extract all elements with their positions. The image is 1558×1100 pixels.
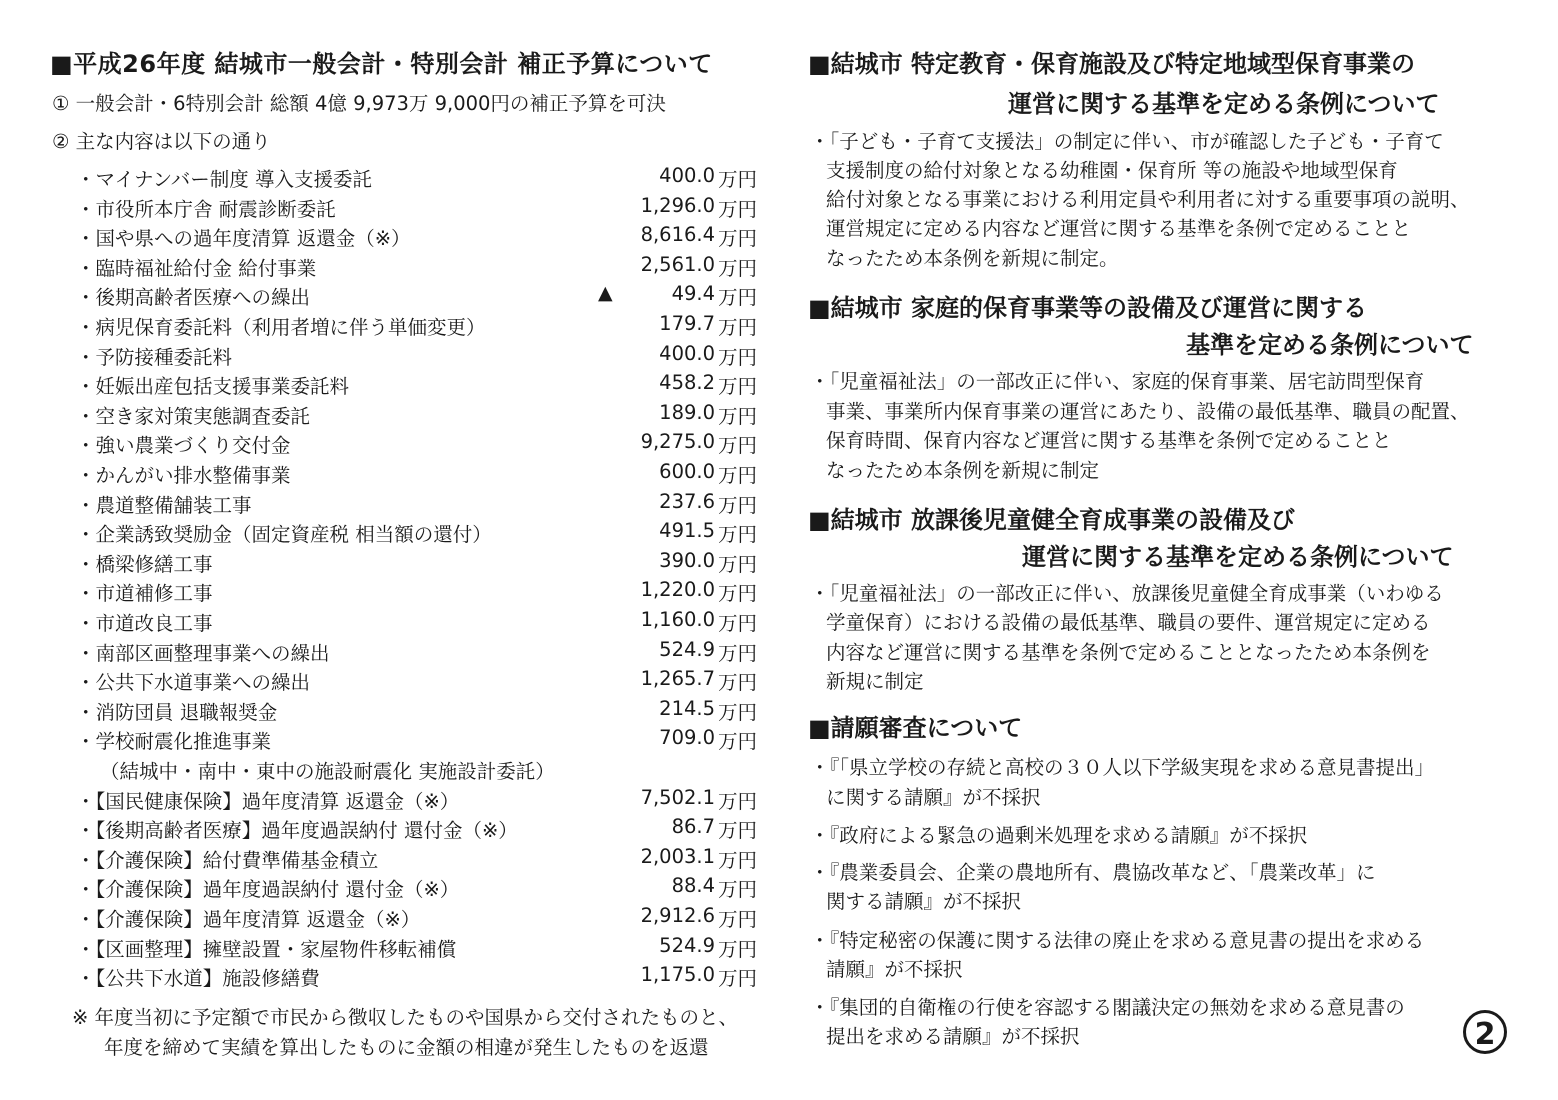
budget-item-unit: 万円 xyxy=(718,701,758,724)
section-1-heading-line-1: ■結城市 特定教育・保育施設及び特定地域型保育事業の xyxy=(808,50,1416,78)
budget-item-amount: 524.9 xyxy=(659,934,715,957)
budget-point-1: ① 一般会計・6特別会計 総額 4億 9,973万 9,000円の補正予算を可決 xyxy=(52,92,666,115)
budget-item-amount: 86.7 xyxy=(671,815,715,838)
budget-item-name: ・消防団員 退職報奨金 xyxy=(76,701,278,724)
petition-item: ・『「県立学校の存続と高校の３０人以下学級実現を求める意見書提出」 xyxy=(810,756,1435,779)
budget-item-amount: 1,220.0 xyxy=(640,578,715,601)
negative-triangle-icon: ▲ xyxy=(598,282,613,304)
section-3-heading-line-1: ■結城市 放課後児童健全育成事業の設備及び xyxy=(808,506,1296,534)
budget-item-unit: 万円 xyxy=(718,553,758,576)
budget-item-name: ・マイナンバー制度 導入支援委託 xyxy=(76,168,372,191)
budget-item-unit: 万円 xyxy=(718,405,758,428)
section-2-heading-line-2: 基準を定める条例について xyxy=(1186,331,1474,359)
budget-item-amount: 214.5 xyxy=(659,697,715,720)
budget-item-name: ・【区画整理】擁壁設置・家屋物件移転補償 xyxy=(76,938,457,961)
section-1-heading-line-2: 運営に関する基準を定める条例について xyxy=(1008,90,1440,118)
budget-item-name: ・市道補修工事 xyxy=(76,582,213,605)
petition-item: 関する請願』が不採択 xyxy=(826,890,1022,913)
budget-item-unit: 万円 xyxy=(718,938,758,961)
budget-item-amount: 1,265.7 xyxy=(640,667,715,690)
budget-item-unit: 万円 xyxy=(718,819,758,842)
budget-item-amount: 237.6 xyxy=(659,490,715,513)
budget-item-unit: 万円 xyxy=(718,227,758,250)
section-1-para-line: ・「子ども・子育て支援法」の制定に伴い、市が確認した子ども・子育て xyxy=(810,130,1444,153)
budget-item-name: ・臨時福祉給付金 給付事業 xyxy=(76,257,317,280)
budget-item-unit: 万円 xyxy=(718,168,758,191)
budget-item-amount: 7,502.1 xyxy=(640,786,715,809)
section-1-para-line: 給付対象となる事業における利用定員や利用者に対する重要事項の説明、 xyxy=(826,188,1470,211)
section-1-para-line: 支援制度の給付対象となる幼稚園・保育所 等の施設や地域型保育 xyxy=(826,159,1398,182)
budget-item-unit: 万円 xyxy=(718,464,758,487)
petition-item: に関する請願』が不採択 xyxy=(826,786,1041,809)
budget-item-unit: 万円 xyxy=(718,434,758,457)
petition-item: ・『集団的自衛権の行使を容認する閣議決定の無効を求める意見書の xyxy=(810,996,1405,1019)
budget-item-unit: 万円 xyxy=(718,582,758,605)
budget-item-name: ・学校耐震化推進事業 xyxy=(76,730,272,753)
budget-item-unit: 万円 xyxy=(718,198,758,221)
budget-item-amount: 1,175.0 xyxy=(640,963,715,986)
budget-item-amount: 88.4 xyxy=(671,874,715,897)
budget-item-unit: 万円 xyxy=(718,316,758,339)
budget-item-amount: 9,275.0 xyxy=(640,430,715,453)
section-3-para-line: 内容など運営に関する基準を条例で定めることとなったため本条例を xyxy=(826,641,1431,664)
budget-item-unit: 万円 xyxy=(718,908,758,931)
budget-item-unit: 万円 xyxy=(718,257,758,280)
budget-item-amount: 400.0 xyxy=(659,342,715,365)
budget-item-unit: 万円 xyxy=(718,967,758,990)
budget-item-unit: 万円 xyxy=(718,730,758,753)
petition-item: ・『農業委員会、企業の農地所有、農協改革など、「農業改革」に xyxy=(810,861,1376,884)
budget-item-name: ・妊娠出産包括支援事業委託料 xyxy=(76,375,350,398)
budget-item-unit: 万円 xyxy=(718,642,758,665)
budget-item-name: ・市役所本庁舎 耐震診断委託 xyxy=(76,198,336,221)
budget-item-unit: 万円 xyxy=(718,494,758,517)
budget-item-name: ・公共下水道事業への繰出 xyxy=(76,671,311,694)
budget-item-name: ・病児保育委託料（利用者増に伴う単価変更） xyxy=(76,316,486,339)
budget-title: ■平成26年度 結城市一般会計・特別会計 補正予算について xyxy=(50,50,713,78)
section-2-para-line: なったため本条例を新規に制定 xyxy=(826,459,1100,482)
budget-item-name: ・農道整備舗装工事 xyxy=(76,494,252,517)
budget-item-name: ・【国民健康保険】過年度清算 返還金（※） xyxy=(76,790,460,813)
section-3-para-line: ・「児童福祉法」の一部改正に伴い、放課後児童健全育成事業（いわゆる xyxy=(810,582,1444,605)
budget-item-name: ・橋梁修繕工事 xyxy=(76,553,213,576)
budget-item-amount: 1,160.0 xyxy=(640,608,715,631)
section-1-para-line: なったため本条例を新規に制定。 xyxy=(826,247,1119,270)
budget-point-2: ② 主な内容は以下の通り xyxy=(52,130,271,153)
petition-item: 提出を求める請願』が不採択 xyxy=(826,1025,1080,1048)
budget-item-name: ・【介護保険】給付費準備基金積立 xyxy=(76,849,379,872)
petition-item: 請願』が不採択 xyxy=(826,958,963,981)
page-number-badge: 2 xyxy=(1463,1010,1507,1054)
budget-item-unit: 万円 xyxy=(718,375,758,398)
budget-item-name: ・【公共下水道】施設修繕費 xyxy=(76,967,320,990)
section-3-heading-line-2: 運営に関する基準を定める条例について xyxy=(1022,543,1454,571)
budget-item-name: ・【介護保険】過年度過誤納付 還付金（※） xyxy=(76,878,460,901)
budget-item-amount: 491.5 xyxy=(659,519,715,542)
budget-item-name: ・【介護保険】過年度清算 返還金（※） xyxy=(76,908,421,931)
budget-item-unit: 万円 xyxy=(718,671,758,694)
budget-item-name: （結城中・南中・東中の施設耐震化 実施設計委託） xyxy=(100,760,555,783)
petition-item: ・『政府による緊急の過剰米処理を求める請願』が不採択 xyxy=(810,824,1308,847)
budget-item-amount: 1,296.0 xyxy=(640,194,715,217)
section-3-para-line: 学童保育）における設備の最低基準、職員の要件、運営規定に定める xyxy=(826,611,1431,634)
section-2-para-line: 事業、事業所内保育事業の運営にあたり、設備の最低基準、職員の配置、 xyxy=(826,400,1470,423)
budget-item-unit: 万円 xyxy=(718,612,758,635)
budget-item-unit: 万円 xyxy=(718,286,758,309)
budget-item-name: ・市道改良工事 xyxy=(76,612,213,635)
petition-item: ・『特定秘密の保護に関する法律の廃止を求める意見書の提出を求める xyxy=(810,929,1425,952)
budget-item-unit: 万円 xyxy=(718,346,758,369)
section-1-para-line: 運営規定に定める内容など運営に関する基準を条例で定めることと xyxy=(826,217,1412,240)
budget-item-unit: 万円 xyxy=(718,878,758,901)
budget-item-amount: 189.0 xyxy=(659,401,715,424)
budget-item-amount: 8,616.4 xyxy=(640,223,715,246)
budget-item-amount: 390.0 xyxy=(659,549,715,572)
section-2-para-line: 保育時間、保育内容など運営に関する基準を条例で定めることと xyxy=(826,429,1392,452)
budget-item-unit: 万円 xyxy=(718,849,758,872)
budget-item-name: ・南部区画整理事業への繰出 xyxy=(76,642,330,665)
budget-item-amount: 179.7 xyxy=(659,312,715,335)
budget-item-amount: 49.4 xyxy=(671,282,715,305)
budget-item-amount: 2,912.6 xyxy=(640,904,715,927)
budget-item-amount: 524.9 xyxy=(659,638,715,661)
budget-item-unit: 万円 xyxy=(718,523,758,546)
budget-item-unit: 万円 xyxy=(718,790,758,813)
budget-item-name: ・空き家対策実態調査委託 xyxy=(76,405,311,428)
section-4-heading: ■請願審査について xyxy=(808,714,1023,742)
section-3-para-line: 新規に制定 xyxy=(826,670,924,693)
budget-item-name: ・【後期高齢者医療】過年度過誤納付 還付金（※） xyxy=(76,819,518,842)
section-2-para-line: ・「児童福祉法」の一部改正に伴い、家庭的保育事業、居宅訪問型保育 xyxy=(810,370,1425,393)
budget-item-name: ・企業誘致奨励金（固定資産税 相当額の還付） xyxy=(76,523,492,546)
budget-item-amount: 458.2 xyxy=(659,371,715,394)
budget-item-amount: 600.0 xyxy=(659,460,715,483)
budget-item-amount: 400.0 xyxy=(659,164,715,187)
budget-item-amount: 2,561.0 xyxy=(640,253,715,276)
budget-item-amount: 2,003.1 xyxy=(640,845,715,868)
section-2-heading-line-1: ■結城市 家庭的保育事業等の設備及び運営に関する xyxy=(808,294,1368,322)
budget-item-name: ・後期高齢者医療への繰出 xyxy=(76,286,311,309)
budget-item-amount: 709.0 xyxy=(659,726,715,749)
budget-item-name: ・予防接種委託料 xyxy=(76,346,233,369)
budget-note-line-2: 年度を締めて実績を算出したものに金額の相違が発生したものを返還 xyxy=(104,1036,709,1059)
budget-note-line-1: ※ 年度当初に予定額で市民から徴収したものや国県から交付されたものと、 xyxy=(72,1006,739,1029)
budget-item-name: ・国や県への過年度清算 返還金（※） xyxy=(76,227,411,250)
budget-item-name: ・強い農業づくり交付金 xyxy=(76,434,291,457)
budget-item-name: ・かんがい排水整備事業 xyxy=(76,464,291,487)
